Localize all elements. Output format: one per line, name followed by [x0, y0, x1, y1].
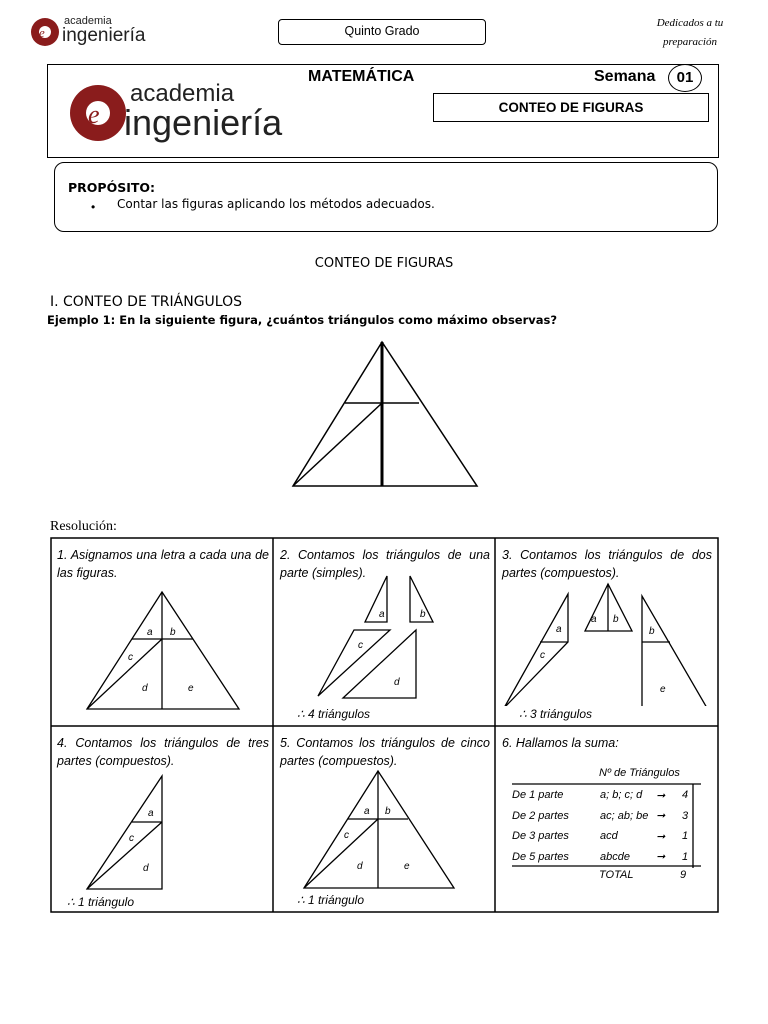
summary-figures: a; b; c; d — [600, 789, 643, 802]
purpose-box — [54, 162, 718, 232]
outer-triangle — [293, 342, 477, 486]
summary-count: 1 — [682, 830, 689, 843]
label-c: c — [344, 830, 349, 841]
arrow-right-icon: ➞ — [656, 851, 666, 864]
purpose-heading: PROPÓSITO: — [68, 180, 156, 195]
label-b: b — [420, 609, 426, 620]
subject-title: MATEMÁTICA — [308, 68, 415, 85]
purpose-bullet-text: Contar las figuras aplicando los métodos adecuados. — [117, 197, 435, 211]
banner-logo — [66, 77, 283, 149]
summary-figures: abcde — [600, 850, 630, 863]
cell-2-result: ∴ 4 triángulos — [297, 707, 371, 721]
motto-line1: Dedicados a tu — [656, 17, 724, 29]
summary-count: 1 — [682, 850, 689, 863]
banner — [47, 64, 719, 158]
motto — [630, 14, 750, 52]
cell-5-result: ∴ 1 triángulo — [297, 893, 365, 907]
cell-4-title: 4. Contamos los triángulos de tres partes (compuestos). — [57, 736, 269, 768]
week-number: 01 — [668, 64, 702, 92]
label-c: c — [358, 640, 363, 651]
cell-5-figure — [274, 763, 496, 893]
resolution-label: Resolución: — [50, 519, 117, 534]
example-text: Ejemplo 1: En la siguiente figura, ¿cuántos triángulos como máximo observas? — [47, 313, 558, 327]
cell-3-result: ∴ 3 triángulos — [519, 707, 593, 721]
summary-figures: acd — [600, 830, 618, 843]
summary-parts: De 3 partes — [512, 830, 569, 843]
arrow-right-icon: ➞ — [656, 789, 666, 802]
summary-parts: De 5 partes — [512, 850, 569, 863]
label-e: e — [188, 683, 194, 694]
grade-box — [278, 19, 486, 45]
summary-total-label: TOTAL — [599, 869, 634, 881]
svg-text:e: e — [88, 100, 100, 129]
label-e: e — [660, 684, 666, 695]
label-d: d — [357, 861, 363, 872]
label-d: d — [142, 683, 148, 694]
label-a: a — [148, 808, 154, 819]
cell-5-title: 5. Contamos los triángulos de cinco partes (compuestos). — [280, 736, 490, 768]
cell-1-figure — [52, 580, 272, 710]
label-a: a — [556, 624, 562, 635]
summary-parts: De 1 parte — [512, 789, 564, 802]
week-label: Semana — [594, 68, 656, 85]
small-logo-line2: ingeniería — [62, 25, 146, 46]
summary-table — [512, 785, 688, 867]
main-title: CONTEO DE FIGURAS — [314, 256, 454, 271]
cell-4-figure — [52, 768, 272, 898]
label-a: a — [147, 627, 153, 638]
section-title: I. CONTEO DE TRIÁNGULOS — [50, 294, 243, 310]
label-a: a — [364, 806, 370, 817]
motto-line2: preparación — [663, 36, 717, 48]
summary-row — [512, 826, 688, 847]
summary-header: Nº de Triángulos — [599, 767, 680, 779]
label-c: c — [128, 652, 133, 663]
summary-parts: De 2 partes — [512, 809, 569, 822]
purpose-bullet-dot: • — [91, 200, 96, 214]
small-logo-line1: academia — [64, 15, 112, 27]
banner-logo-line1: academia — [130, 80, 235, 107]
summary-count: 3 — [682, 809, 689, 822]
label-a: a — [379, 609, 385, 620]
diagonal-line — [293, 403, 382, 486]
gear-logo-icon — [66, 81, 130, 145]
summary-figures: ac; ab; be — [600, 809, 649, 822]
summary-row — [512, 847, 688, 868]
label-d: d — [394, 677, 400, 688]
summary-row — [512, 806, 688, 827]
label-a: a — [591, 614, 597, 625]
cell-3-figure — [496, 576, 718, 706]
grade-label: Quinto Grado — [344, 24, 420, 38]
arrow-right-icon: ➞ — [656, 810, 666, 823]
label-c: c — [129, 833, 134, 844]
cell-2-title: 2. Contamos los triángulos de una parte (simples). — [280, 548, 490, 580]
summary-count: 4 — [682, 789, 689, 802]
banner-logo-line2: ingeniería — [124, 102, 283, 143]
summary-row — [512, 785, 688, 806]
topic-label: CONTEO DE FIGURAS — [498, 100, 644, 115]
topic-box — [433, 93, 709, 122]
label-b: b — [385, 806, 391, 817]
summary-total-value: 9 — [680, 869, 687, 881]
label-d: d — [143, 863, 149, 874]
cell-4-result: ∴ 1 triángulo — [67, 895, 135, 909]
cell-6-title: 6. Hallamos la suma: — [502, 736, 619, 750]
label-b: b — [649, 626, 655, 637]
arrow-right-icon: ➞ — [656, 830, 666, 843]
small-logo — [28, 14, 146, 50]
label-e: e — [404, 861, 410, 872]
cell-3-title: 3. Contamos los triángulos de dos partes (compuestos). — [502, 548, 712, 580]
svg-text:e: e — [39, 25, 45, 40]
label-b: b — [170, 627, 176, 638]
cell-2-figure — [274, 572, 496, 702]
label-c: c — [540, 650, 545, 661]
example-triangle-figure — [0, 336, 768, 496]
gear-logo-icon — [28, 15, 62, 49]
label-b: b — [613, 614, 619, 625]
cell-1-title: 1. Asignamos una letra a cada una de las figuras. — [57, 548, 269, 580]
